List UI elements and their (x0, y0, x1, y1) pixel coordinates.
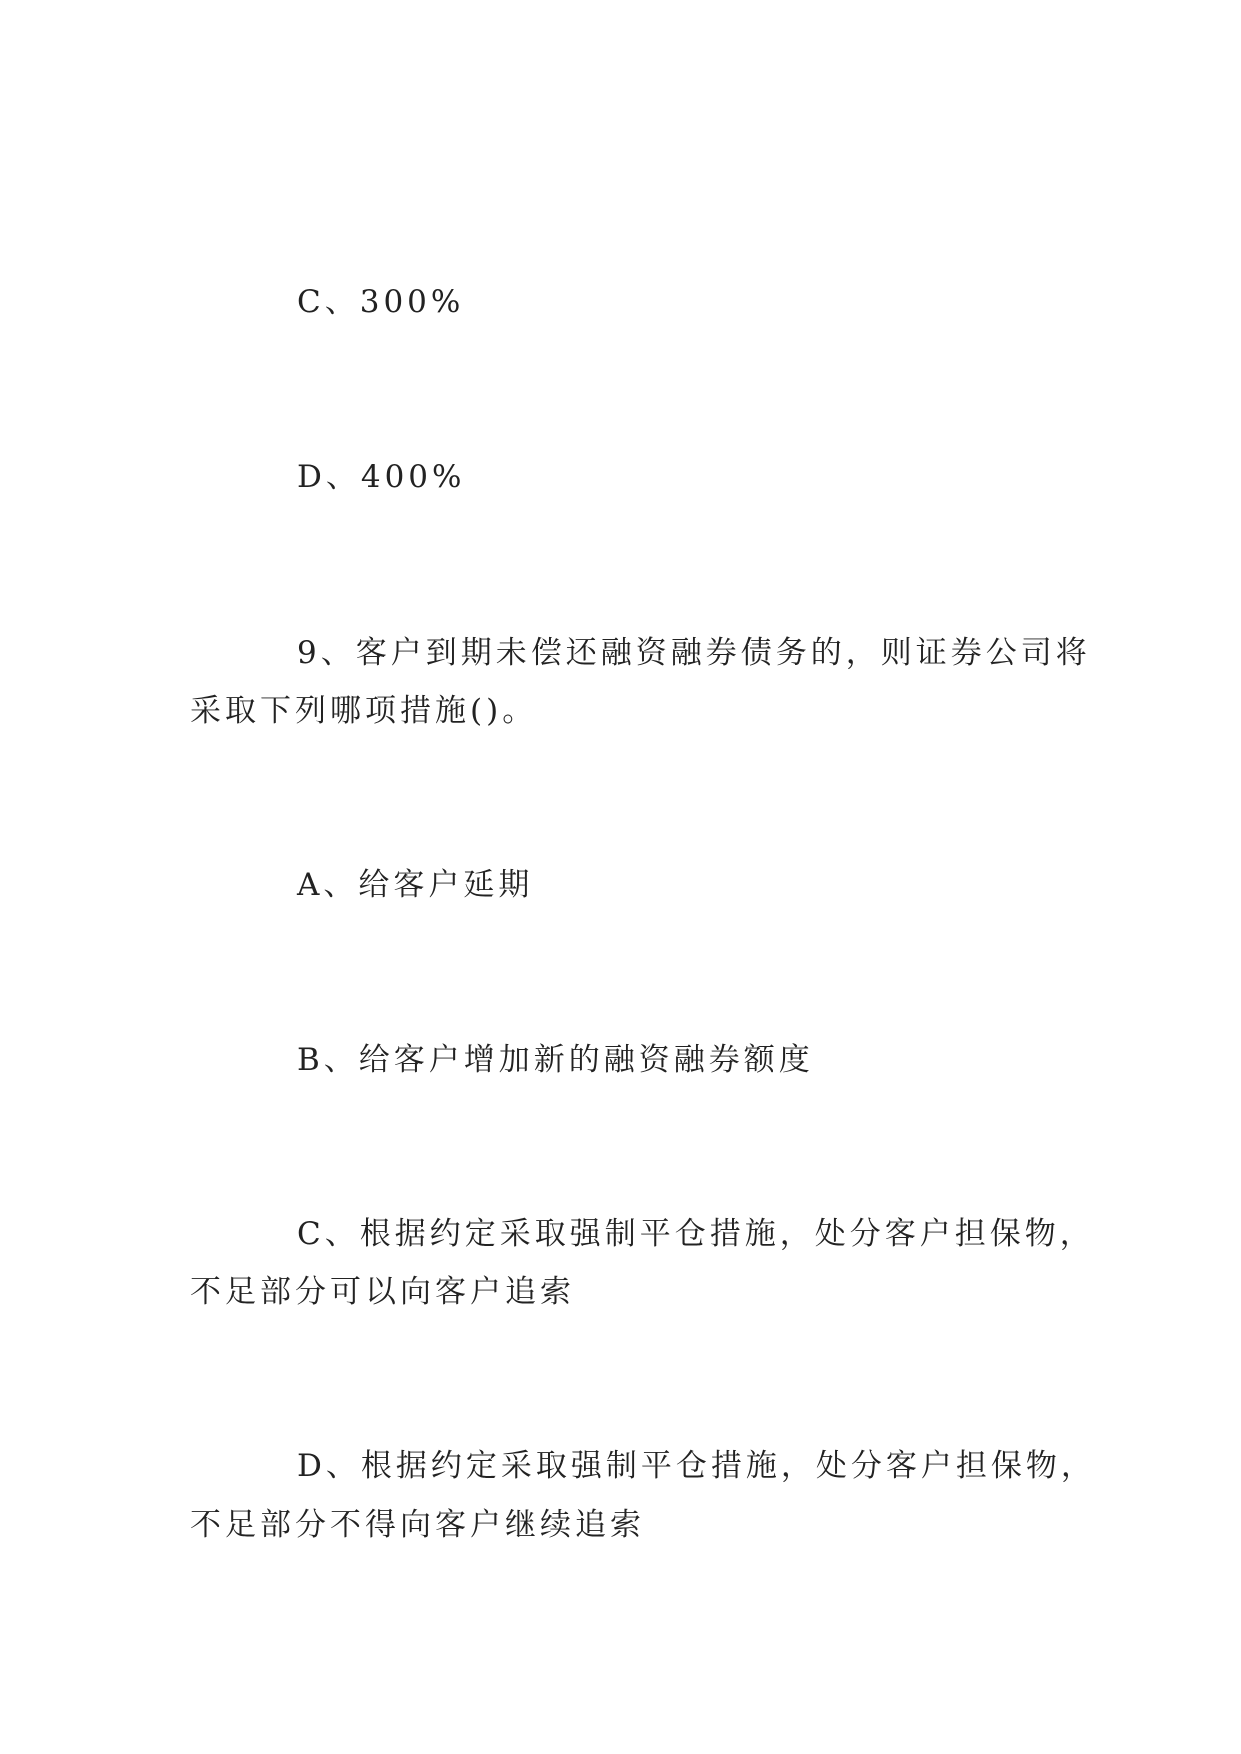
q9-stem-line2: 采取下列哪项措施()。 (190, 693, 538, 729)
q9-option-d-line2: 不足部分不得向客户继续追索 (190, 1507, 645, 1543)
q9-stem-line1: 9、客户到期未偿还融资融券债务的，则证券公司将 (297, 635, 1091, 671)
q9-option-b: B、给客户增加新的融资融券额度 (297, 1042, 814, 1078)
q8-option-d: D、400% (297, 459, 466, 495)
q9-option-d-line1: D、根据约定采取强制平仓措施，处分客户担保物， (297, 1448, 1096, 1484)
q8-option-c: C、300% (297, 284, 465, 320)
q9-option-a: A、给客户延期 (297, 867, 534, 903)
q9-option-c-line1: C、根据约定采取强制平仓措施，处分客户担保物， (297, 1216, 1095, 1252)
q9-option-c-line2: 不足部分可以向客户追索 (190, 1274, 575, 1310)
